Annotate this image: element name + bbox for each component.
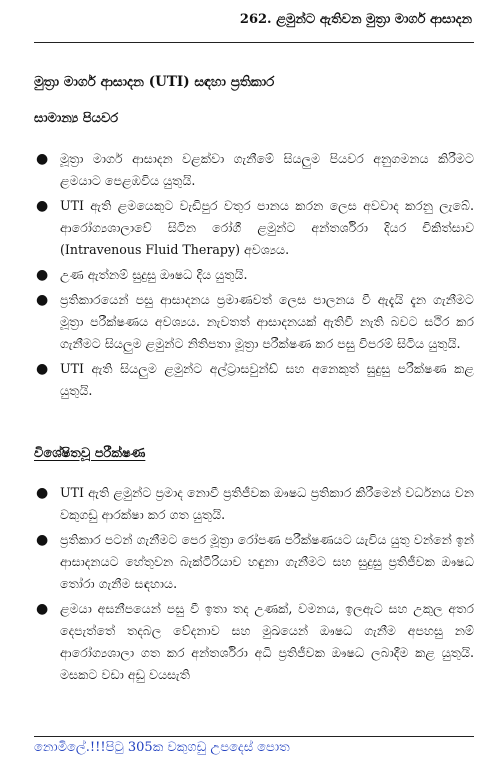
running-head: 262. ළමුන්ට ඇතිවන මුත්‍රා මාර්ග ආසාදන bbox=[239, 12, 472, 27]
bullet-dot-icon: ● bbox=[36, 292, 49, 308]
list-item bbox=[34, 482, 474, 526]
list-item-text: ප්‍රතිකාරයෙන් පසු ආසාදනය ප්‍රමාණවත් ලෙස පාලනය වී ඇදැයි දැන ගැනීමට මූත්‍රා පරීක්ෂණය අවශ්‍යය. නැවතත් ආසාදනයක් ඇතිවී නැති බවට සථිර කර ගැනීමට සියලුම ළමුන්ට නිතිපතා මූත්‍රා පරීක්ෂණ කර පසු විපරම් සිටිය යුතුයි. bbox=[60, 292, 474, 351]
bullet-dot-icon: ● bbox=[36, 532, 49, 548]
list-item bbox=[34, 358, 474, 402]
bottom-rule bbox=[34, 736, 474, 737]
section-title: මුත්‍රා මාර්ග ආසාදන (UTI) සඳහා ප්‍රතිකාර bbox=[34, 74, 275, 90]
bullet-dot-icon: ● bbox=[36, 485, 49, 501]
top-rule bbox=[34, 42, 474, 43]
bullet-dot-icon: ● bbox=[36, 267, 49, 283]
list-item bbox=[34, 148, 474, 192]
list-item-text: ළමයා අසනීපයෙන් පසු වී ඉතා තද උණක්, වමනය, ඉලඇට සහ උකුල අතර දෙපැත්තේ තදබල වේදනාව සහ මුඛයෙන් ඖෂධ ගැනීම අපහසු නම් ආරෝග්‍යශාලා ගත කර අන්තර්ශිරා අධි ප්‍රතිජීවක ඖෂධ ලබාදීම කළ යුතුයි. මසකට වඩා අඩු වයසැති bbox=[60, 601, 474, 682]
general-steps-list bbox=[34, 148, 474, 405]
bullet-dot-icon: ● bbox=[36, 361, 49, 377]
subheading-general: සාමාන්‍ය පියවර bbox=[34, 111, 119, 126]
bullet-dot-icon: ● bbox=[36, 151, 49, 167]
list-item-text: මූත්‍රා මාර්ග ආසාදන වළක්වා ගැනීමේ සියලුම පියවර අනුගමනය කිරීමට ළමයාට පෙළඹවිය යුතුයි. bbox=[60, 151, 474, 188]
list-item-text: UTI ඇති සියලුම ළමුන්ට අල්ට්‍රාසවුන්ඩ් සහ අනෙකුත් සුදුසු පරීක්ෂණ කළ යුතුයි. bbox=[60, 361, 474, 398]
list-item-text: උණ ඇත්නම් සුදුසු ඖෂධ දිය යුතුයි. bbox=[60, 267, 248, 282]
footer-text: නොමිලේ.!!!පිටු 305ක වකුගඩු උපදෙස් පොත bbox=[34, 740, 290, 755]
subheading-special: විශේෂිතවූ පරීක්ෂණ bbox=[34, 446, 146, 461]
list-item bbox=[34, 195, 474, 261]
list-item bbox=[34, 598, 474, 686]
list-item bbox=[34, 264, 474, 286]
list-item-text: UTI ඇති ළමුන්ට ප්‍රමාද නොවී ප්‍රතිජීවක ඖෂධ ප්‍රතිකාර කිරීමෙන් වර්ධනය වන වකුගඩු ආරක්ෂා කර ගත යුතුයි. bbox=[60, 485, 474, 522]
list-item bbox=[34, 529, 474, 595]
list-item-text: ප්‍රතිකාර පටන් ගැනීමට පෙර මූත්‍රා රෝපණ පරීක්ෂණයට යැවිය යුතු වන්නේ ඉන් ආසාදනයට හේතුවන බැක්ටීරියාව හඳුනා ගැනීමට සහ සුදුසු ප්‍රතිජීවක ඖෂධ තෝරා ගැනීම සඳහාය. bbox=[60, 532, 474, 591]
list-item bbox=[34, 289, 474, 355]
bullet-dot-icon: ● bbox=[36, 601, 49, 617]
list-item-text: UTI ඇති ළමයෙකුට වැඩිපුර වතුර පානය කරන ලෙස අවවාද කරනු ලැබේ. ආරෝග්‍යශාලාවේ සිටින රෝගී ළමුන්ට අන්තර්ශිරා දියර චිකිත්සාව (Intravenous Fluid Therapy) අවශ්‍යය. bbox=[60, 198, 474, 257]
special-tests-list bbox=[34, 482, 474, 689]
bullet-dot-icon: ● bbox=[36, 198, 49, 214]
